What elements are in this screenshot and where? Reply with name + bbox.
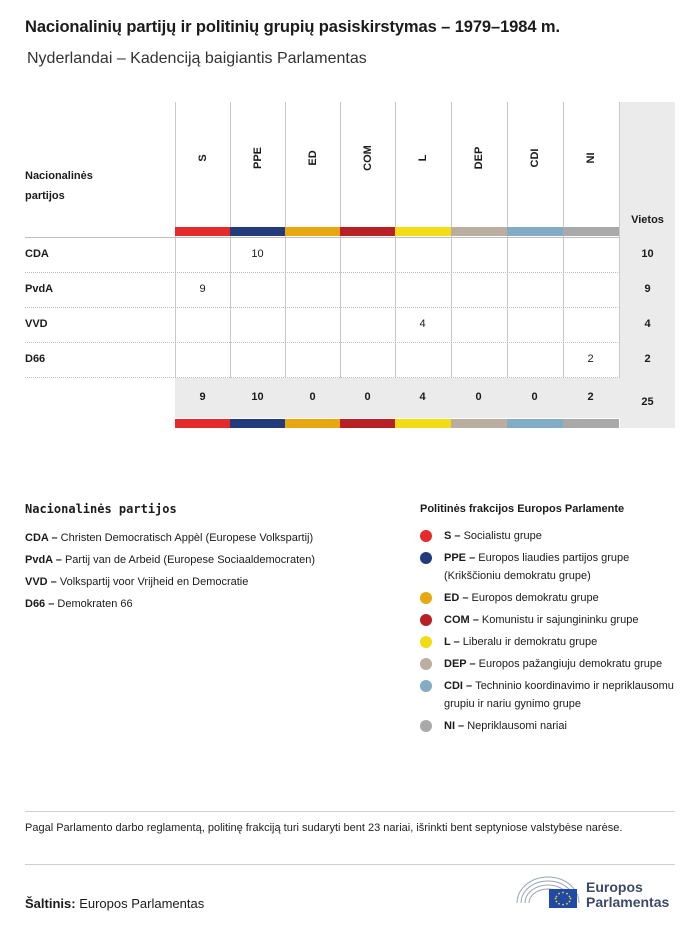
group-color-strip-ed: [285, 419, 341, 428]
source-label: Šaltinis:: [25, 896, 76, 911]
seat-count-cell: 2: [587, 353, 594, 365]
group-seat-total: 2: [587, 391, 594, 403]
group-legend-item: DEP – Europos pažangiuju demokratu grupe: [420, 655, 680, 673]
group-header-ed: ED: [306, 150, 319, 166]
divider: [25, 811, 675, 812]
page-subtitle: Nyderlandai – Kadenciją baigiantis Parlamentas: [27, 50, 367, 67]
row-divider: [25, 342, 620, 343]
column-divider: [340, 102, 341, 378]
row-divider: [25, 307, 620, 308]
group-color-strip-ni: [563, 419, 619, 428]
group-color-strip-ppe: [230, 227, 286, 236]
party-seat-total: 10: [641, 248, 654, 260]
source: [25, 896, 204, 911]
group-legend-item: NI – Nepriklausomi nariai: [420, 717, 680, 735]
party-seat-total: 9: [644, 283, 651, 295]
seat-count-cell: 4: [419, 318, 426, 330]
column-divider: [563, 102, 564, 378]
column-divider: [619, 102, 620, 378]
column-divider: [451, 102, 452, 378]
color-dot-icon: [420, 720, 432, 732]
header-divider: [25, 237, 620, 238]
legend-parties: [25, 527, 315, 615]
party-name: VVD: [25, 318, 48, 330]
group-seat-total: 0: [364, 391, 371, 403]
seats-column-bg: [620, 102, 675, 428]
group-color-strip-com: [340, 419, 396, 428]
seats-column-header: Vietos: [631, 214, 664, 226]
group-legend-item: COM – Komunistu ir sajungininku grupe: [420, 611, 680, 629]
european-parliament-logo-icon: [515, 873, 581, 909]
group-legend-item: ED – Europos demokratu grupe: [420, 589, 680, 607]
column-divider: [395, 102, 396, 378]
color-dot-icon: [420, 592, 432, 604]
group-seat-total: 0: [531, 391, 538, 403]
party-legend-item: CDA – Christen Democratisch Appèl (Europese Volkspartij): [25, 532, 314, 544]
legend-groups: [420, 527, 680, 739]
source-value: Europos Parlamentas: [79, 896, 205, 911]
group-color-strip-dep: [451, 419, 507, 428]
color-dot-icon: [420, 658, 432, 670]
group-header-ni: NI: [584, 152, 597, 164]
group-header-com: COM: [361, 145, 374, 171]
column-divider: [507, 102, 508, 378]
seat-count-cell: 10: [251, 248, 264, 260]
seat-count-cell: 9: [199, 283, 206, 295]
party-name: CDA: [25, 248, 49, 260]
group-legend-item: PPE – Europos liaudies partijos grupe (Krikščioniu demokratu grupe): [420, 549, 680, 585]
group-seat-total: 9: [199, 391, 206, 403]
group-color-strip-com: [340, 227, 396, 236]
party-name: PvdA: [25, 283, 54, 295]
column-divider: [285, 102, 286, 378]
group-color-strip-cdi: [507, 419, 563, 428]
legend-groups-title: Politinės frakcijos Europos Parlamente: [420, 503, 625, 515]
group-color-strip-s: [175, 227, 231, 236]
color-dot-icon: [420, 530, 432, 542]
row-divider: [25, 272, 620, 273]
color-dot-icon: [420, 680, 432, 692]
group-seat-total: 0: [309, 391, 316, 403]
group-header-s: S: [196, 154, 209, 162]
group-color-strip-dep: [451, 227, 507, 236]
group-seat-total: 4: [419, 391, 426, 403]
column-divider: [175, 102, 176, 378]
group-seat-total: 10: [251, 391, 264, 403]
party-name: D66: [25, 353, 46, 365]
color-dot-icon: [420, 552, 432, 564]
group-color-strip-l: [395, 227, 451, 236]
color-dot-icon: [420, 636, 432, 648]
group-seat-total: 0: [475, 391, 482, 403]
party-legend-item: D66 – Demokraten 66: [25, 598, 133, 610]
group-header-ppe: PPE: [251, 147, 264, 170]
group-color-strip-ppe: [230, 419, 286, 428]
legend-parties-title: Nacionalinės partijos: [25, 502, 177, 516]
logo-line-2: Parlamentas: [586, 894, 670, 910]
group-legend-item: L – Liberalu ir demokratu grupe: [420, 633, 680, 651]
group-color-strip-s: [175, 419, 231, 428]
party-column-header: Nacionalinės partijos: [25, 170, 93, 202]
party-legend-item: VVD – Volkspartij voor Vrijheid en Democratie: [25, 576, 249, 588]
page-title: Nacionalinių partijų ir politinių grupių pasiskirstymas – 1979–1984 m.: [25, 18, 560, 36]
party-legend-item: PvdA – Partij van de Arbeid (Europese Sociaaldemocraten): [25, 554, 316, 566]
group-color-strip-l: [395, 419, 451, 428]
logo-wordmark: [586, 880, 669, 910]
grand-total-seats: 25: [641, 396, 654, 408]
group-header-dep: DEP: [472, 146, 485, 170]
column-divider: [230, 102, 231, 378]
party-seat-total: 4: [644, 318, 651, 330]
group-color-strip-ni: [563, 227, 619, 236]
group-header-cdi: CDI: [528, 148, 541, 168]
footnote: Pagal Parlamento darbo reglamentą, politinę frakciją turi sudaryti bent 23 nariai, išrinkti bent septyniose valstybėse narėse.: [25, 822, 623, 834]
party-seat-total: 2: [644, 353, 651, 365]
color-dot-icon: [420, 614, 432, 626]
group-legend-item: CDI – Techninio koordinavimo ir nepriklausomu grupiu ir nariu gynimo grupe: [420, 677, 680, 713]
group-legend-item: S – Socialistu grupe: [420, 527, 680, 545]
group-color-strip-ed: [285, 227, 341, 236]
group-color-strip-cdi: [507, 227, 563, 236]
row-divider: [25, 377, 620, 378]
divider: [25, 864, 675, 865]
group-header-l: L: [416, 154, 429, 162]
logo-line-1: Europos: [586, 879, 643, 895]
